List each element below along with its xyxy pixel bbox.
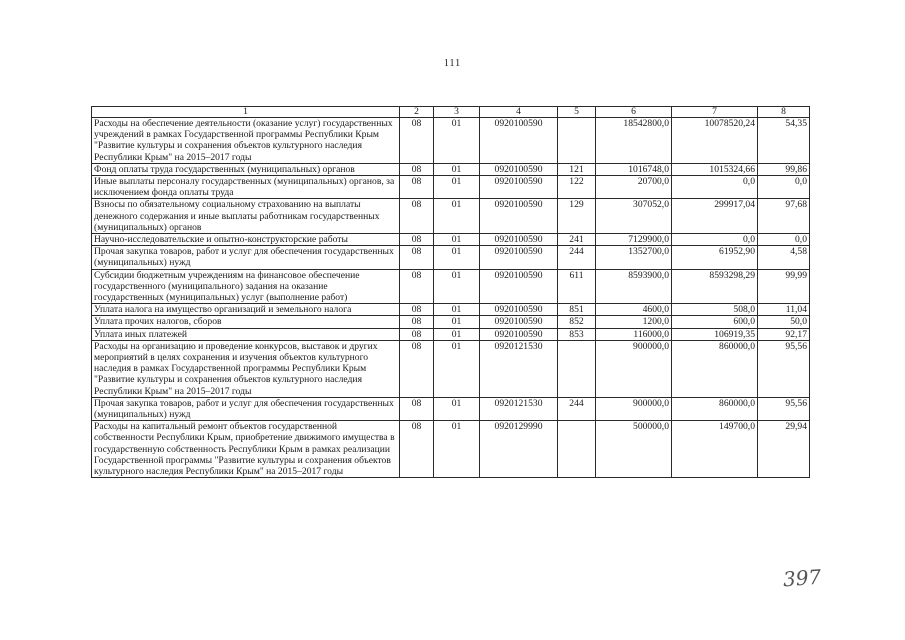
expense-name-cell: Прочая закупка товаров, работ и услуг для обеспечения государственных (муниципальных) нужд (92, 246, 400, 269)
target-article-cell: 0920121530 (480, 397, 558, 420)
expense-type-cell: 129 (558, 199, 596, 234)
planned-amount-cell: 900000,0 (596, 340, 672, 397)
percent-cell: 50,0 (758, 316, 810, 328)
expense-name-cell: Уплата иных платежей (92, 328, 400, 340)
executed-amount-cell: 0,0 (672, 176, 758, 199)
target-article-cell: 0920121530 (480, 340, 558, 397)
section-code-cell: 08 (400, 316, 434, 328)
subsection-code-cell: 01 (434, 316, 480, 328)
table-row (92, 118, 810, 164)
header-cell: 5 (558, 107, 596, 118)
executed-amount-cell: 1015324,66 (672, 163, 758, 175)
percent-cell: 97,68 (758, 199, 810, 234)
expense-name-cell: Расходы на обеспечение деятельности (оказание услуг) государственных учреждений в рамках Государственной программы Республики Крым "Развитие культуры и сохранения объектов культурного наследия Республики Крым" на 2015–2017 годы (92, 118, 400, 164)
target-article-cell: 0920129990 (480, 421, 558, 478)
planned-amount-cell: 1200,0 (596, 316, 672, 328)
planned-amount-cell: 4600,0 (596, 304, 672, 316)
executed-amount-cell: 508,0 (672, 304, 758, 316)
subsection-code-cell: 01 (434, 328, 480, 340)
section-code-cell: 08 (400, 269, 434, 304)
header-cell: 1 (92, 107, 400, 118)
table-row (92, 234, 810, 246)
executed-amount-cell: 860000,0 (672, 340, 758, 397)
header-cell: 2 (400, 107, 434, 118)
percent-cell: 0,0 (758, 234, 810, 246)
target-article-cell: 0920100590 (480, 176, 558, 199)
executed-amount-cell: 860000,0 (672, 397, 758, 420)
subsection-code-cell: 01 (434, 234, 480, 246)
planned-amount-cell: 1016748,0 (596, 163, 672, 175)
planned-amount-cell: 1352700,0 (596, 246, 672, 269)
percent-cell: 11,04 (758, 304, 810, 316)
table-row (92, 421, 810, 478)
subsection-code-cell: 01 (434, 421, 480, 478)
subsection-code-cell: 01 (434, 340, 480, 397)
percent-cell: 92,17 (758, 328, 810, 340)
expense-type-cell (558, 118, 596, 164)
table-row (92, 176, 810, 199)
executed-amount-cell: 10078520,24 (672, 118, 758, 164)
expense-name-cell: Научно-исследовательские и опытно-конструкторские работы (92, 234, 400, 246)
expense-name-cell: Фонд оплаты труда государственных (муниципальных) органов (92, 163, 400, 175)
table-body (92, 118, 810, 478)
header-cell: 8 (758, 107, 810, 118)
expense-name-cell: Иные выплаты персоналу государственных (муниципальных) органов, за исключением фонда оплаты труда (92, 176, 400, 199)
expense-type-cell: 122 (558, 176, 596, 199)
expense-type-cell: 241 (558, 234, 596, 246)
planned-amount-cell: 116000,0 (596, 328, 672, 340)
section-code-cell: 08 (400, 328, 434, 340)
table-row (92, 163, 810, 175)
expense-name-cell: Уплата налога на имущество организаций и земельного налога (92, 304, 400, 316)
percent-cell: 95,56 (758, 397, 810, 420)
handwritten-sheet-number: 397 (782, 564, 822, 592)
percent-cell: 99,86 (758, 163, 810, 175)
table-row (92, 199, 810, 234)
percent-cell: 29,94 (758, 421, 810, 478)
section-code-cell: 08 (400, 234, 434, 246)
subsection-code-cell: 01 (434, 199, 480, 234)
planned-amount-cell: 7129900,0 (596, 234, 672, 246)
target-article-cell: 0920100590 (480, 269, 558, 304)
executed-amount-cell: 149700,0 (672, 421, 758, 478)
target-article-cell: 0920100590 (480, 163, 558, 175)
section-code-cell: 08 (400, 397, 434, 420)
percent-cell: 54,35 (758, 118, 810, 164)
target-article-cell: 0920100590 (480, 234, 558, 246)
planned-amount-cell: 8593900,0 (596, 269, 672, 304)
target-article-cell: 0920100590 (480, 316, 558, 328)
subsection-code-cell: 01 (434, 304, 480, 316)
table-row (92, 340, 810, 397)
target-article-cell: 0920100590 (480, 199, 558, 234)
section-code-cell: 08 (400, 340, 434, 397)
target-article-cell: 0920100590 (480, 328, 558, 340)
header-cell: 6 (596, 107, 672, 118)
expense-type-cell: 611 (558, 269, 596, 304)
subsection-code-cell: 01 (434, 176, 480, 199)
subsection-code-cell: 01 (434, 397, 480, 420)
executed-amount-cell: 299917,04 (672, 199, 758, 234)
expense-type-cell: 121 (558, 163, 596, 175)
executed-amount-cell: 8593298,29 (672, 269, 758, 304)
section-code-cell: 08 (400, 246, 434, 269)
section-code-cell: 08 (400, 176, 434, 199)
page-number: 111 (443, 58, 462, 69)
header-row (92, 107, 810, 118)
expense-name-cell: Расходы на капитальный ремонт объектов государственной собственности Республики Крым, приобретение движимого имущества в государственную собственность Республики Крым в рамках реализации Государственной программы "Развитие культуры и сохранения объектов культурного наследия Республики Крым" на 2015–2017 годы (92, 421, 400, 478)
expense-name-cell: Прочая закупка товаров, работ и услуг для обеспечения государственных (муниципальных) нужд (92, 397, 400, 420)
percent-cell: 4,58 (758, 246, 810, 269)
planned-amount-cell: 900000,0 (596, 397, 672, 420)
executed-amount-cell: 61952,90 (672, 246, 758, 269)
percent-cell: 95,56 (758, 340, 810, 397)
expense-type-cell: 852 (558, 316, 596, 328)
section-code-cell: 08 (400, 199, 434, 234)
header-cell: 3 (434, 107, 480, 118)
percent-cell: 0,0 (758, 176, 810, 199)
subsection-code-cell: 01 (434, 163, 480, 175)
expense-name-cell: Взносы по обязательному социальному страхованию на выплаты денежного содержания и иные выплаты работникам государственных (муниципальных) органов (92, 199, 400, 234)
table-row (92, 397, 810, 420)
expense-type-cell: 244 (558, 397, 596, 420)
expense-name-cell: Субсидии бюджетным учреждениям на финансовое обеспечение государственного (муниципального) задания на оказание государственных (муниципальных) услуг (выполнение работ) (92, 269, 400, 304)
table-row (92, 328, 810, 340)
section-code-cell: 08 (400, 421, 434, 478)
target-article-cell: 0920100590 (480, 246, 558, 269)
planned-amount-cell: 500000,0 (596, 421, 672, 478)
executed-amount-cell: 0,0 (672, 234, 758, 246)
table-row (92, 316, 810, 328)
table-row (92, 269, 810, 304)
expense-type-cell: 851 (558, 304, 596, 316)
executed-amount-cell: 106919,35 (672, 328, 758, 340)
header-cell: 4 (480, 107, 558, 118)
section-code-cell: 08 (400, 304, 434, 316)
expense-type-cell: 853 (558, 328, 596, 340)
subsection-code-cell: 01 (434, 118, 480, 164)
expense-type-cell (558, 340, 596, 397)
planned-amount-cell: 307052,0 (596, 199, 672, 234)
percent-cell: 99,99 (758, 269, 810, 304)
executed-amount-cell: 600,0 (672, 316, 758, 328)
table-row (92, 304, 810, 316)
header-cell: 7 (672, 107, 758, 118)
subsection-code-cell: 01 (434, 246, 480, 269)
expense-type-cell: 244 (558, 246, 596, 269)
planned-amount-cell: 20700,0 (596, 176, 672, 199)
budget-table (91, 106, 810, 478)
section-code-cell: 08 (400, 163, 434, 175)
expense-type-cell (558, 421, 596, 478)
target-article-cell: 0920100590 (480, 304, 558, 316)
expense-name-cell: Расходы на организацию и проведение конкурсов, выставок и других мероприятий в целях сохранения и изучения объектов культурного наследия в рамках Государственной программы Республики Крым "Развитие культуры и сохранения объектов культурного наследия Республики Крым" на 2015–2017 годы (92, 340, 400, 397)
target-article-cell: 0920100590 (480, 118, 558, 164)
planned-amount-cell: 18542800,0 (596, 118, 672, 164)
section-code-cell: 08 (400, 118, 434, 164)
expense-name-cell: Уплата прочих налогов, сборов (92, 316, 400, 328)
table-row (92, 246, 810, 269)
subsection-code-cell: 01 (434, 269, 480, 304)
